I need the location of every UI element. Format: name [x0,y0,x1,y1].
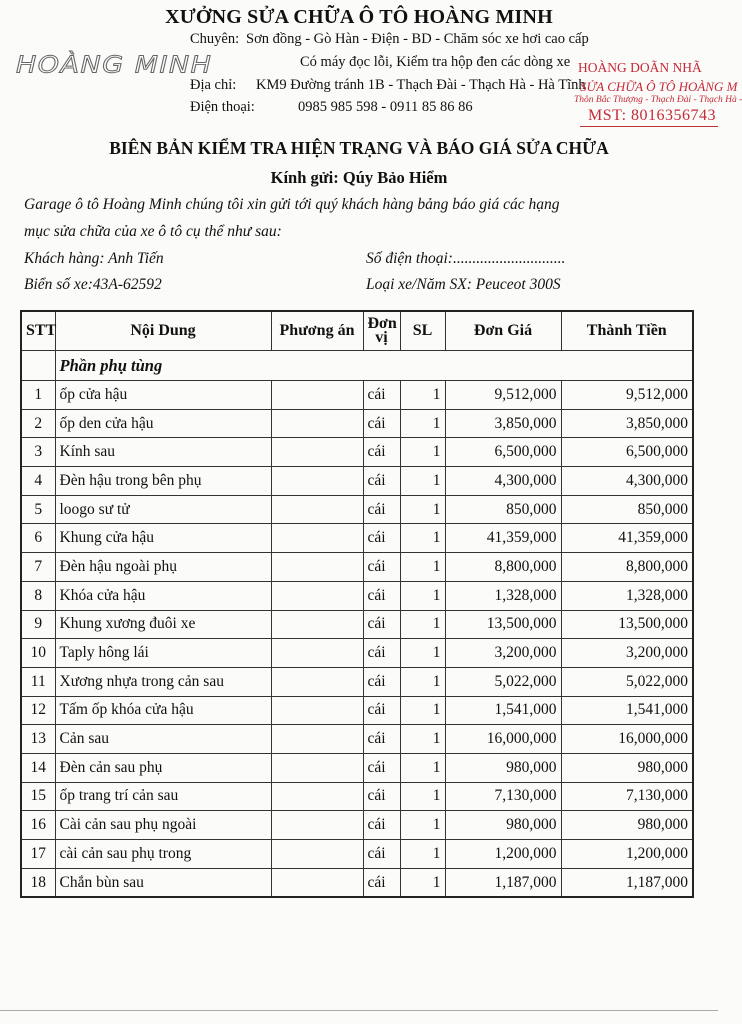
row-qty: 1 [400,381,445,410]
table-row [21,696,693,725]
section-row [21,351,693,381]
row-content: Kính sau [55,438,271,467]
row-unit-price: 5,022,000 [445,667,561,696]
header-unit [363,311,400,351]
row-total: 13,500,000 [561,610,693,639]
row-unit: cái [363,811,400,840]
row-total: 980,000 [561,753,693,782]
row-unit: cái [363,381,400,410]
row-stt: 5 [21,495,55,524]
row-content: Cài cản sau phụ ngoài [55,811,271,840]
table-row [21,438,693,467]
row-unit-price: 3,850,000 [445,409,561,438]
row-unit: cái [363,639,400,668]
row-qty: 1 [400,753,445,782]
row-content: Đèn hậu trong bên phụ [55,467,271,496]
row-method [271,639,363,668]
row-qty: 1 [400,725,445,754]
header-unit-price: Đơn Giá [445,311,561,351]
row-unit-price: 3,200,000 [445,639,561,668]
row-stt: 2 [21,409,55,438]
stamp-tax-code: MST: 8016356743 [588,107,717,124]
row-method [271,868,363,897]
row-unit: cái [363,409,400,438]
row-content: ốp trang trí cản sau [55,782,271,811]
row-unit: cái [363,868,400,897]
row-stt: 3 [21,438,55,467]
header-method: Phương án [271,311,363,351]
header-stt: STT [21,311,55,351]
table-row [21,667,693,696]
row-content: Tấm ốp khóa cửa hậu [55,696,271,725]
row-qty: 1 [400,667,445,696]
table-row [21,553,693,582]
row-unit: cái [363,467,400,496]
row-qty: 1 [400,639,445,668]
table-header-row [21,311,693,351]
row-unit-price: 4,300,000 [445,467,561,496]
row-qty: 1 [400,581,445,610]
document-title: BIÊN BẢN KIỂM TRA HIỆN TRẠNG VÀ BÁO GIÁ SỬA CHỮA [109,138,609,158]
row-total: 9,512,000 [561,381,693,410]
quote-table [20,310,694,898]
row-unit: cái [363,524,400,553]
row-unit: cái [363,438,400,467]
row-stt: 9 [21,610,55,639]
row-unit-price: 16,000,000 [445,725,561,754]
row-content: Khung cửa hậu [55,524,271,553]
row-stt: 15 [21,782,55,811]
license-plate: Biển số xe:43A-62592 [24,276,162,293]
row-total: 1,187,000 [561,868,693,897]
specialty-line2: Có máy đọc lỗi, Kiểm tra hộp đen các dòng xe [300,54,571,70]
row-qty: 1 [400,610,445,639]
row-content: Cản sau [55,725,271,754]
table-row [21,610,693,639]
row-unit-price: 980,000 [445,753,561,782]
row-total: 3,200,000 [561,639,693,668]
stamp-address: Thôn Bắc Thượng - Thạch Đài - Thạch Hà - [574,95,742,105]
stamp-owner-name: HOÀNG DOÃN NHÃ [578,60,702,75]
row-unit-price: 7,130,000 [445,782,561,811]
row-unit: cái [363,696,400,725]
stamp-underline [580,126,718,127]
row-total: 1,328,000 [561,581,693,610]
row-total: 41,359,000 [561,524,693,553]
row-unit-price: 980,000 [445,811,561,840]
row-unit-price: 1,187,000 [445,868,561,897]
row-stt: 1 [21,381,55,410]
table-row [21,581,693,610]
row-stt: 17 [21,840,55,869]
header-total: Thành Tiền [561,311,693,351]
row-content: Chắn bùn sau [55,868,271,897]
table-row [21,639,693,668]
row-method [271,524,363,553]
row-unit: cái [363,495,400,524]
phone-label: Điện thoại: [190,99,255,115]
row-content: Xương nhựa trong cản sau [55,667,271,696]
specialty-label: Chuyên: [190,31,240,47]
row-total: 7,130,000 [561,782,693,811]
row-stt: 6 [21,524,55,553]
address-value: KM9 Đường tránh 1B - Thạch Đài - Thạch Hà - Hà Tĩnh [256,77,586,93]
row-method [271,725,363,754]
table-row [21,381,693,410]
table-row [21,524,693,553]
row-unit-price: 850,000 [445,495,561,524]
row-qty: 1 [400,524,445,553]
row-qty: 1 [400,868,445,897]
row-qty: 1 [400,409,445,438]
row-stt: 8 [21,581,55,610]
row-method [271,753,363,782]
row-qty: 1 [400,495,445,524]
table-row [21,782,693,811]
table-row [21,840,693,869]
row-content: Đèn cản sau phụ [55,753,271,782]
row-unit: cái [363,840,400,869]
table-row [21,725,693,754]
row-total: 16,000,000 [561,725,693,754]
row-unit-price: 1,200,000 [445,840,561,869]
row-total: 3,850,000 [561,409,693,438]
row-method [271,553,363,582]
address-label: Địa chỉ: [190,77,237,93]
row-unit: cái [363,581,400,610]
row-qty: 1 [400,811,445,840]
row-method [271,467,363,496]
row-content: loogo sư tử [55,495,271,524]
row-stt: 12 [21,696,55,725]
row-stt: 13 [21,725,55,754]
section-stt [21,351,55,381]
row-total: 4,300,000 [561,467,693,496]
row-total: 8,800,000 [561,553,693,582]
row-stt: 10 [21,639,55,668]
header-content: Nội Dung [55,311,271,351]
row-stt: 11 [21,667,55,696]
row-unit: cái [363,753,400,782]
customer-phone: Số điện thoại:............................. [366,250,566,267]
company-name: XƯỞNG SỬA CHỮA Ô TÔ HOÀNG MINH [165,6,553,28]
row-content: Khóa cửa hậu [55,581,271,610]
table-row [21,868,693,897]
row-total: 6,500,000 [561,438,693,467]
header-unit-line2: vị [375,329,388,346]
page-bottom-rule [0,1010,718,1011]
row-content: Taply hông lái [55,639,271,668]
row-qty: 1 [400,696,445,725]
vehicle-model: Loại xe/Năm SX: Peuceot 300S [366,276,561,293]
row-method [271,696,363,725]
row-total: 5,022,000 [561,667,693,696]
row-content: Khung xương đuôi xe [55,610,271,639]
row-method [271,782,363,811]
row-unit-price: 9,512,000 [445,381,561,410]
row-unit: cái [363,782,400,811]
row-unit-price: 13,500,000 [445,610,561,639]
row-unit-price: 8,800,000 [445,553,561,582]
row-method [271,667,363,696]
row-qty: 1 [400,840,445,869]
row-method [271,840,363,869]
header-unit-line1: Đơn [367,315,397,332]
phone-value: 0985 985 598 - 0911 85 86 86 [298,99,473,115]
row-stt: 14 [21,753,55,782]
row-content: cài cản sau phụ trong [55,840,271,869]
row-stt: 18 [21,868,55,897]
row-unit: cái [363,610,400,639]
row-unit-price: 6,500,000 [445,438,561,467]
row-qty: 1 [400,467,445,496]
row-stt: 16 [21,811,55,840]
row-method [271,811,363,840]
row-total: 850,000 [561,495,693,524]
section-label: Phần phụ tùng [59,355,163,375]
row-unit: cái [363,667,400,696]
row-qty: 1 [400,553,445,582]
row-stt: 4 [21,467,55,496]
section-cell [55,351,693,381]
row-total: 980,000 [561,811,693,840]
row-method [271,409,363,438]
intro-line-1: Garage ô tô Hoàng Minh chúng tôi xin gửi tới quý khách hàng bảng báo giá các hạng [24,196,560,213]
row-content: ốp cửa hậu [55,381,271,410]
row-total: 1,541,000 [561,696,693,725]
intro-line-2: mục sửa chữa của xe ô tô cụ thể như sau: [24,223,282,240]
customer-name: Khách hàng: Anh Tiến [24,250,164,267]
row-unit: cái [363,725,400,754]
row-method [271,495,363,524]
row-unit-price: 1,541,000 [445,696,561,725]
company-logo: HOÀNG MINH [16,52,213,79]
row-stt: 7 [21,553,55,582]
table-row [21,409,693,438]
stamp-company: SỬA CHỮA Ô TÔ HOÀNG M [580,79,738,94]
row-unit-price: 1,328,000 [445,581,561,610]
row-unit: cái [363,553,400,582]
table-row [21,495,693,524]
row-method [271,610,363,639]
row-method [271,438,363,467]
table-row [21,811,693,840]
header-qty: SL [400,311,445,351]
row-total: 1,200,000 [561,840,693,869]
specialty-value: Sơn đồng - Gò Hàn - Điện - BD - Chăm sóc xe hơi cao cấp [246,31,589,47]
greeting: Kính gửi: Qúy Bảo Hiểm [270,168,448,187]
row-qty: 1 [400,438,445,467]
table-row [21,753,693,782]
table-row [21,467,693,496]
row-content: ốp den cửa hậu [55,409,271,438]
row-method [271,581,363,610]
row-qty: 1 [400,782,445,811]
row-unit-price: 41,359,000 [445,524,561,553]
row-content: Đèn hậu ngoài phụ [55,553,271,582]
row-method [271,381,363,410]
